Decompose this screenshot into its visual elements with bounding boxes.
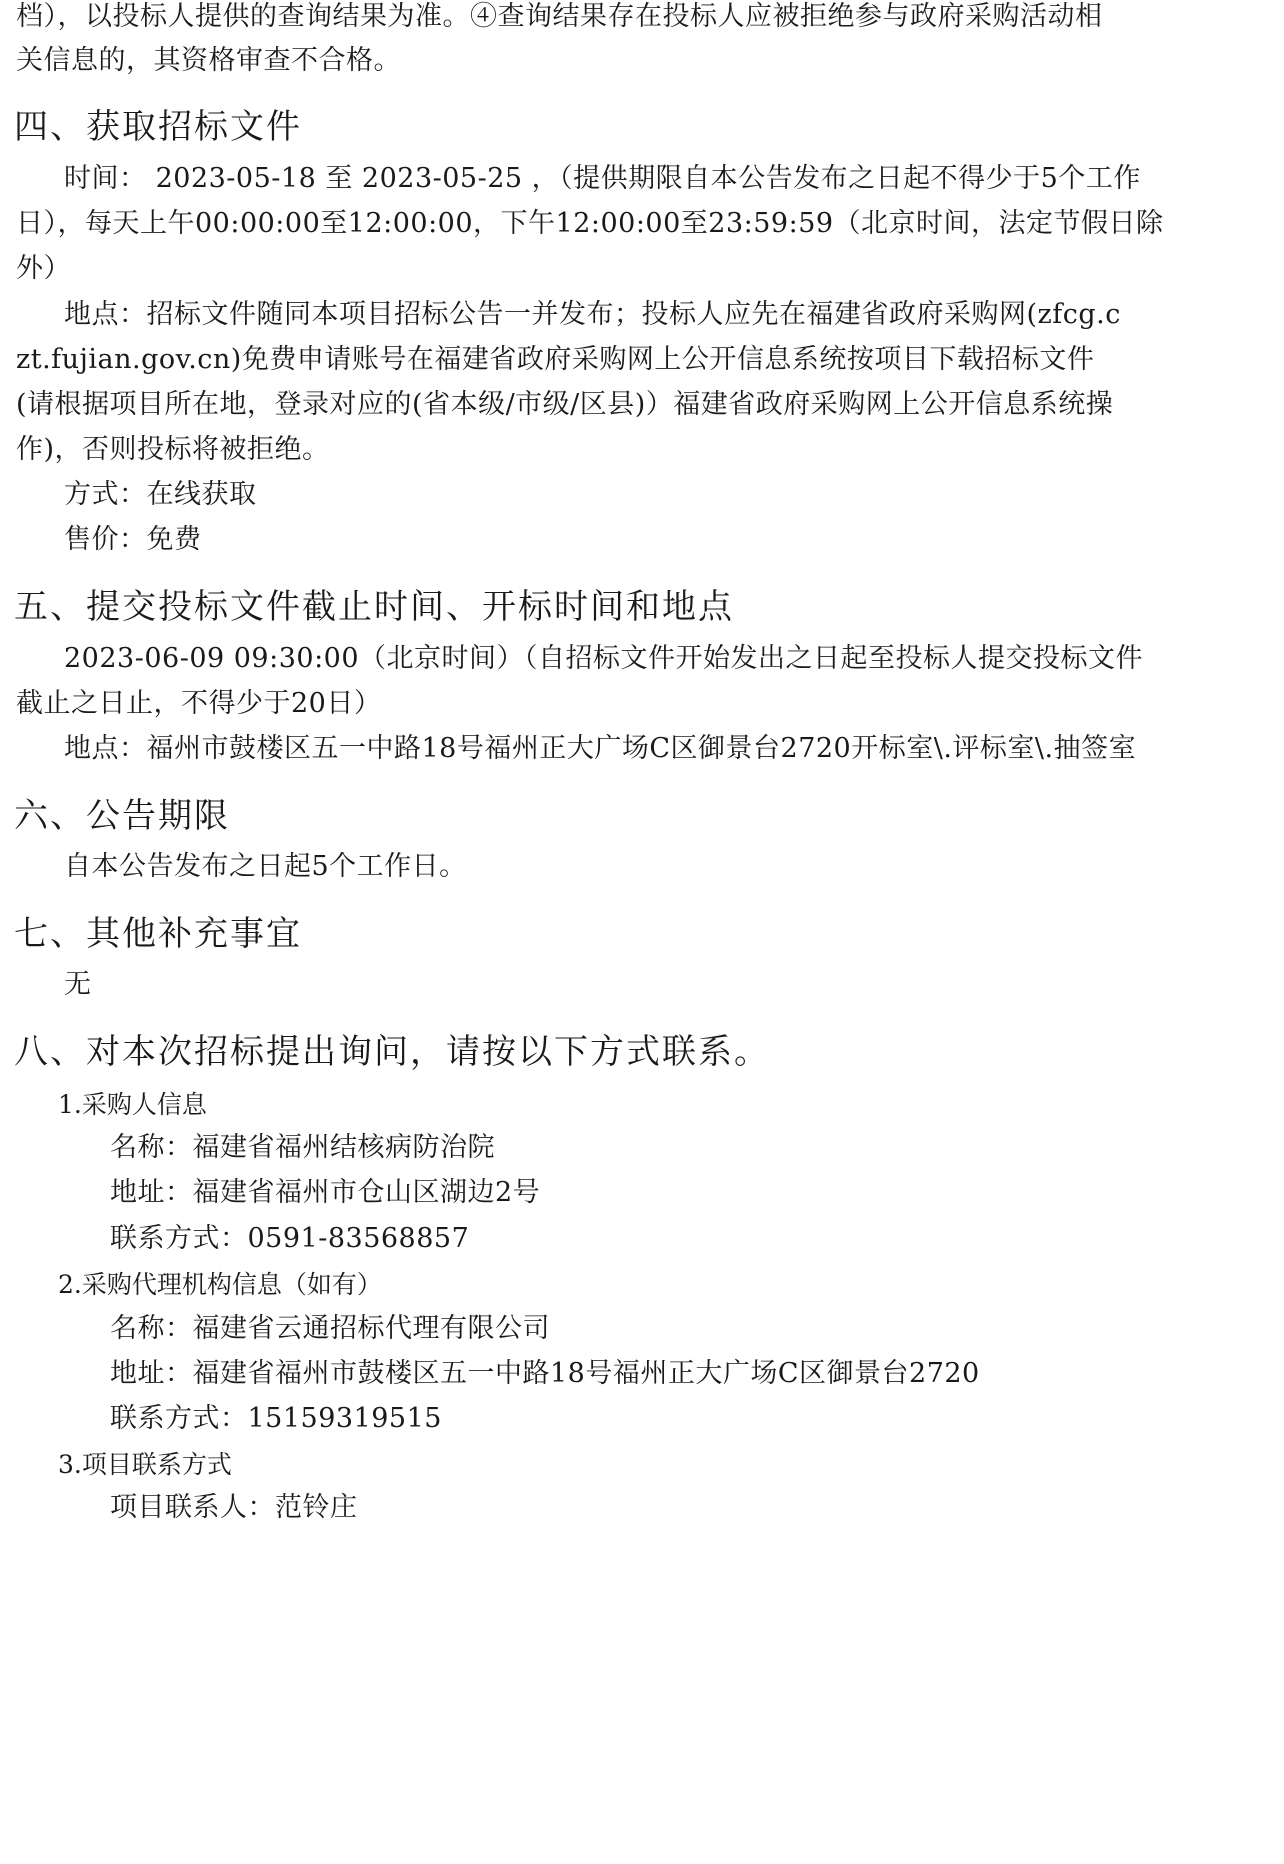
s4-price: 售价：免费 [64,524,202,555]
s4-place-line-3 [16,388,1114,422]
s8-agency-title: 2.采购代理机构信息（如有） [58,1270,382,1299]
intro-line-1 [16,0,1103,34]
s4-time-text-2: 日），每天上午00:00:00至12:00:00，下午12:00:00至23:59:59（北京时间，法定节假日除 [16,208,1164,239]
s4-place-line-1 [64,298,1121,332]
section-7-heading: 七、其他补充事宜 [14,914,302,954]
s4-place-text-1: 地点：招标文件随同本项目招标公告一并发布；投标人应先在福建省政府采购网(zfcg.c [64,299,1121,330]
s5-deadline-text-1: 2023-06-09 09:30:00（北京时间）（自招标文件开始发出之日起至投标人提交投标文件 [64,643,1144,674]
s8-buyer-address: 地址：福建省福州市仓山区湖边2号 [110,1177,541,1208]
s5-place-text: 地点：福州市鼓楼区五一中路18号福州正大广场C区御景台2720开标室\.评标室\.抽签室 [64,733,1137,764]
s8-project-title: 3.项目联系方式 [58,1450,232,1479]
s7-text: 无 [64,969,92,1000]
s8-agency-contact: 联系方式：15159319515 [110,1403,442,1434]
section-8-heading: 八、对本次招标提出询问，请按以下方式联系。 [14,1032,770,1072]
s8-buyer-name: 名称：福建省福州结核病防治院 [110,1132,495,1163]
s4-place-text-2: zt.fujian.gov.cn)免费申请账号在福建省政府采购网上公开信息系统按项目下载招标文件 [16,344,1095,375]
s6-text: 自本公告发布之日起5个工作日。 [64,851,467,882]
s4-time-text-1: 时间： 2023-05-18 至 2023-05-25 ，（提供期限自本公告发布之日起不得少于5个工作 [64,163,1141,194]
s4-time-line-1 [64,162,1141,196]
s4-place-line-4: 作)，否则投标将被拒绝。 [16,434,330,465]
s4-place-line-2 [16,343,1095,377]
s4-time-line-2 [16,207,1164,241]
s4-place-text-3: (请根据项目所在地，登录对应的(省本级/市级/区县)）福建省政府采购网上公开信息系统操 [16,389,1114,420]
section-5-heading: 五、提交投标文件截止时间、开标时间和地点 [14,587,734,627]
s8-agency-name: 名称：福建省云通招标代理有限公司 [110,1313,550,1344]
s8-buyer-title: 1.采购人信息 [58,1090,207,1119]
s5-deadline-line-1 [64,642,1144,676]
s5-place-line [64,732,1137,766]
section-4-heading: 四、获取招标文件 [14,107,302,147]
s4-method: 方式：在线获取 [64,479,257,510]
s8-buyer-contact: 联系方式：0591-83568857 [110,1223,470,1254]
s4-time-line-3: 外） [16,253,71,284]
intro-line-2: 关信息的，其资格审查不合格。 [16,45,401,76]
s5-deadline-line-2: 截止之日止，不得少于20日） [16,688,382,719]
s8-agency-address: 地址：福建省福州市鼓楼区五一中路18号福州正大广场C区御景台2720 [110,1358,980,1389]
s8-project-person: 项目联系人：范铃庄 [110,1492,358,1523]
intro-text-1: 档），以投标人提供的查询结果为准。④查询结果存在投标人应被拒绝参与政府采购活动相 [16,1,1103,32]
section-6-heading: 六、公告期限 [14,796,230,836]
